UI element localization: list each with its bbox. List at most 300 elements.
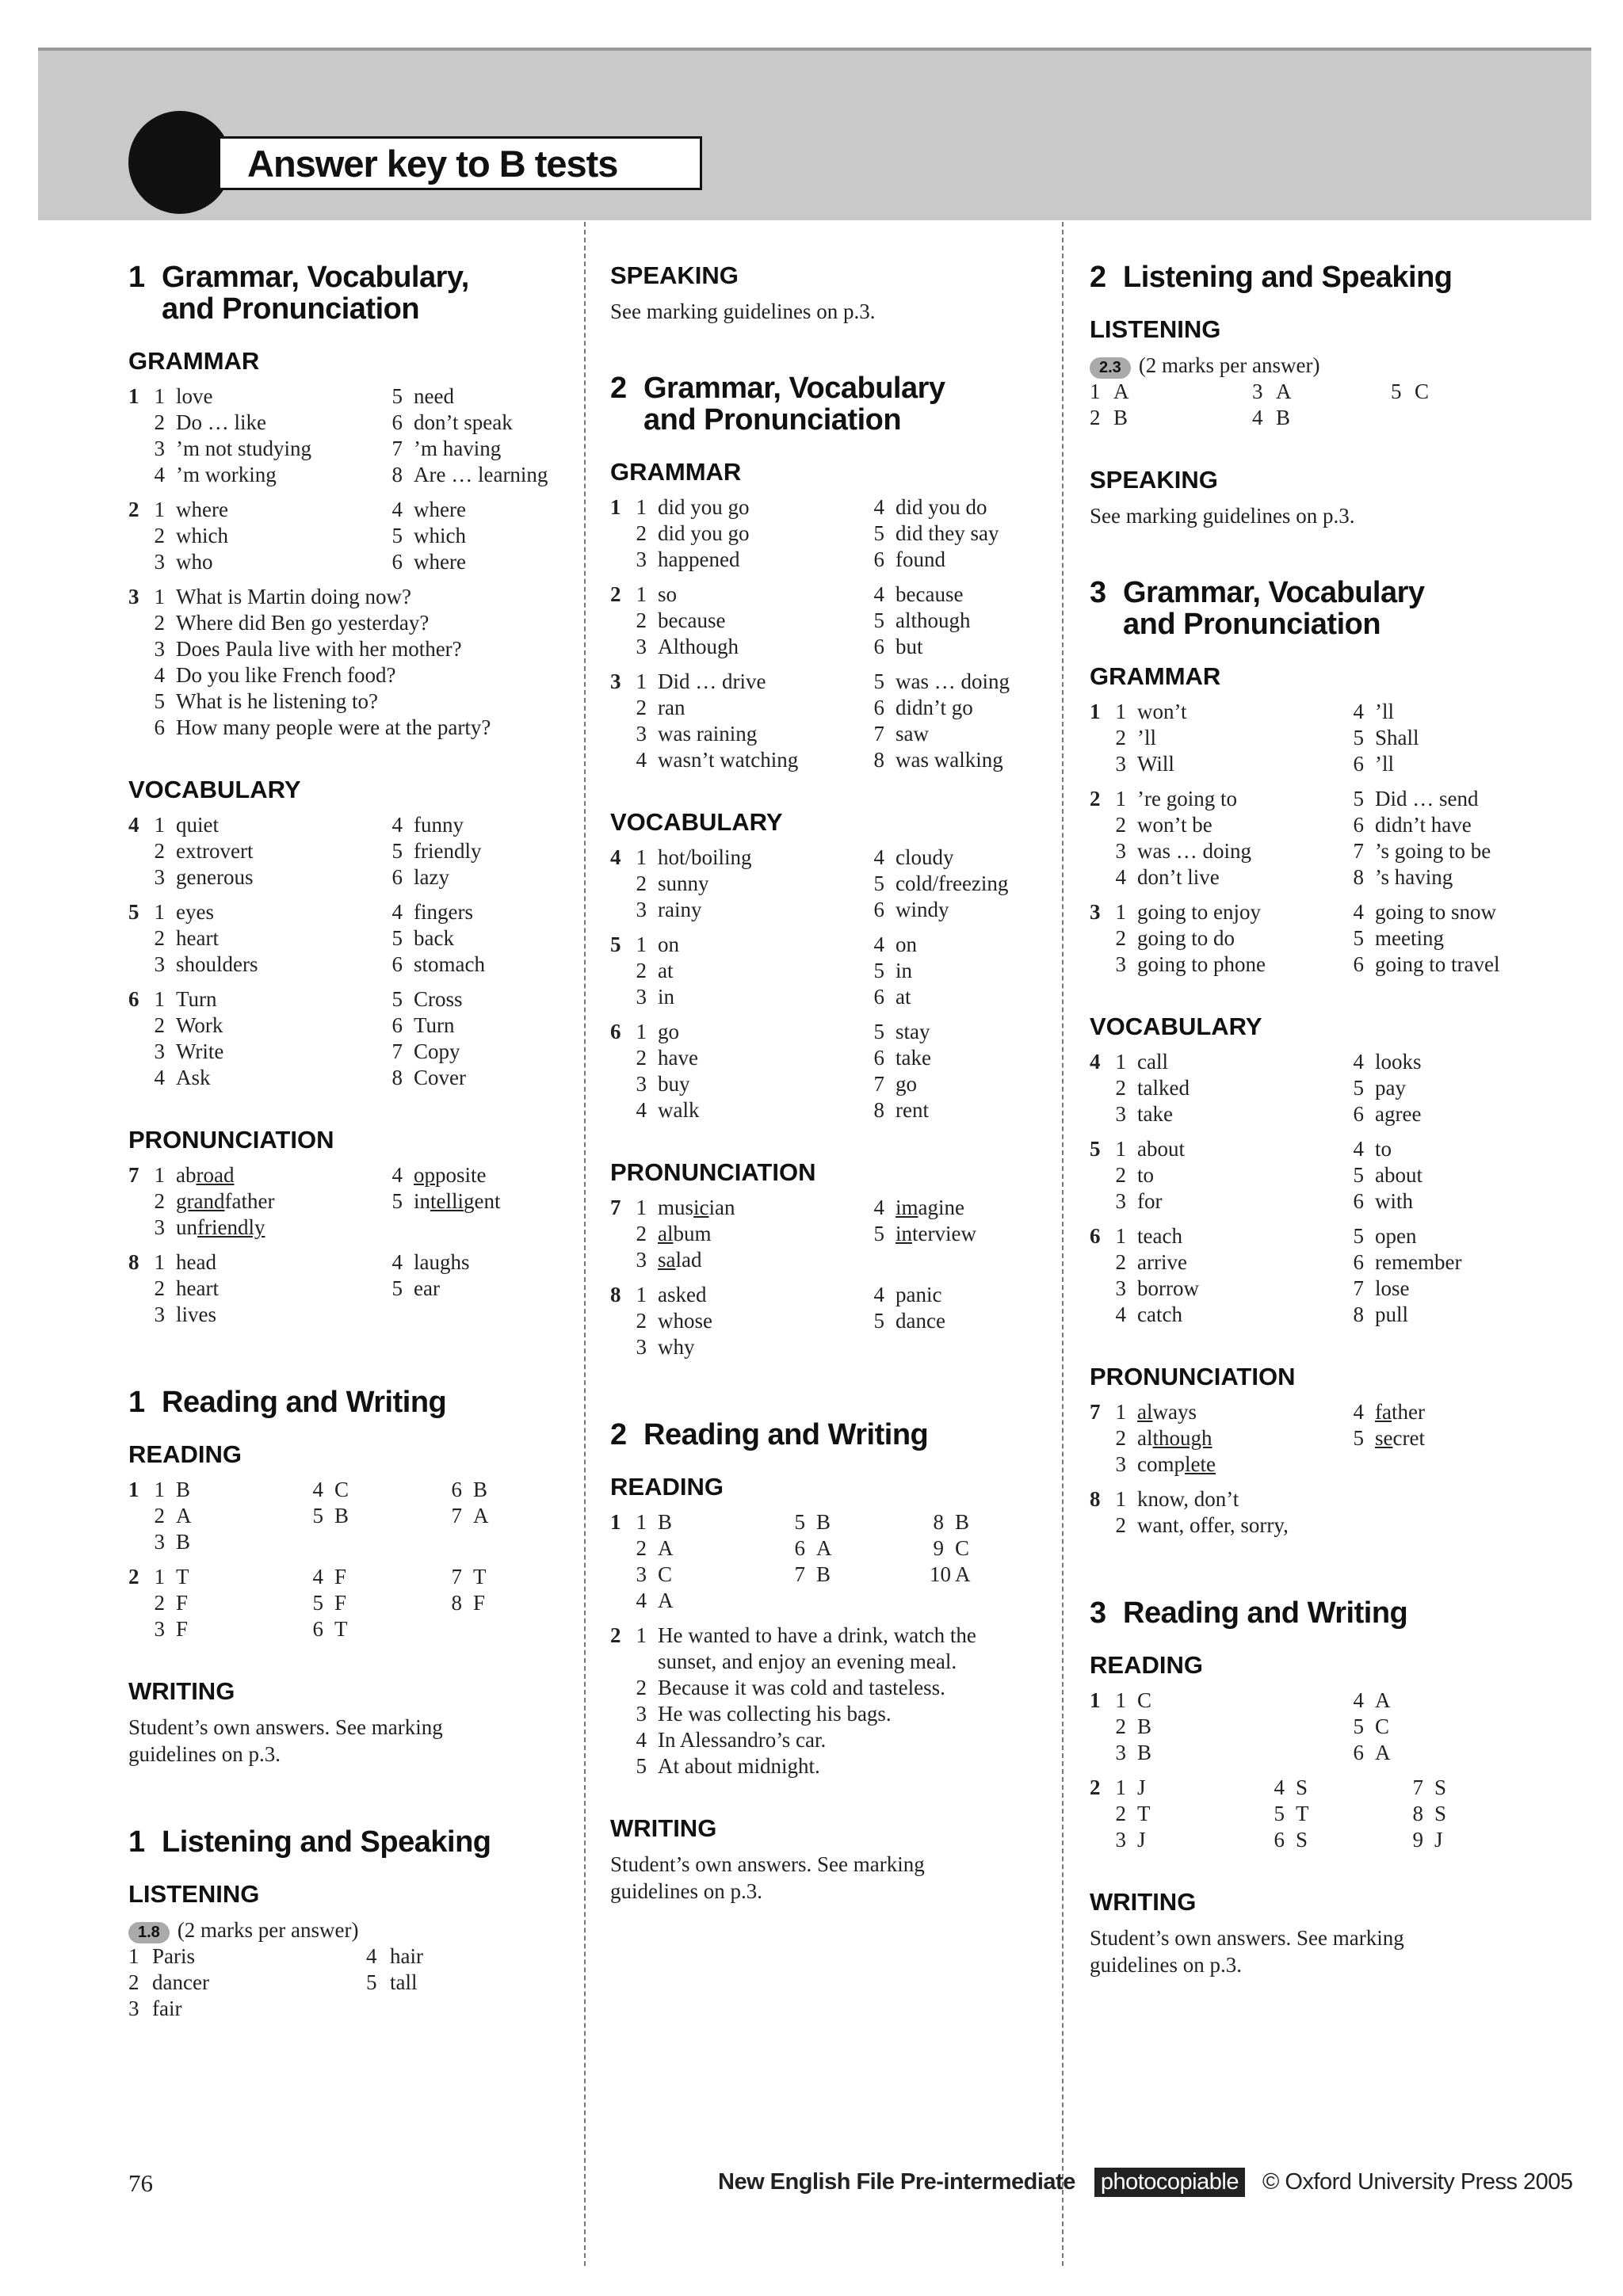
item-number: 3 (1115, 1102, 1126, 1126)
answer-item (388, 462, 563, 488)
answer-item (1350, 812, 1532, 838)
answer-item (388, 436, 563, 462)
answer-column (632, 932, 870, 1010)
answer-text: A (473, 1504, 489, 1527)
answer-group (610, 845, 1054, 923)
subheading-grammar: GRAMMAR (128, 347, 260, 375)
item-number: 1 (1115, 1224, 1126, 1248)
answer-text: shoulders (176, 952, 258, 976)
answer-text: B (816, 1562, 831, 1586)
item-number: 4 (312, 1478, 323, 1501)
answer-text: C (1137, 1688, 1152, 1712)
answer-item (1112, 1827, 1270, 1853)
answer-column (870, 845, 1052, 923)
item-number: 4 (636, 1728, 647, 1752)
item-number: 5 (312, 1591, 323, 1615)
answer-item (1350, 751, 1532, 777)
answer-item (151, 1188, 388, 1215)
answer-text: going to enjoy (1137, 900, 1261, 924)
answer-item (1350, 952, 1532, 978)
answer-column (1409, 1775, 1504, 1853)
item-number: 4 (391, 1163, 403, 1187)
answer-item (1112, 812, 1350, 838)
item-number: 2 (154, 926, 165, 950)
item-number: 6 (1353, 1102, 1364, 1126)
answer-text: agree (1375, 1102, 1422, 1126)
item-number: 2 (636, 521, 647, 545)
item-number: 3 (154, 437, 165, 460)
question-number: 6 (1090, 1224, 1101, 1248)
question-number: 1 (1090, 1688, 1101, 1712)
answer-column (1350, 1688, 1508, 1766)
subheading-vocabulary: VOCABULARY (128, 776, 301, 803)
answer-item (1112, 699, 1350, 725)
answer-column (632, 845, 870, 923)
item-number: 6 (873, 635, 884, 658)
column-3 (1090, 261, 1533, 2037)
answer-item (632, 582, 870, 608)
answer-text: to (1137, 1163, 1155, 1187)
item-number: 5 (873, 1309, 884, 1333)
item-number: 3 (1115, 1276, 1126, 1300)
answer-text: was … doing (896, 669, 1010, 693)
answer-item (632, 1195, 870, 1221)
answer-text: Do … like (176, 410, 266, 434)
item-number: 1 (1115, 1137, 1126, 1161)
item-number: 1 (1090, 379, 1101, 403)
answer-text: secret (1375, 1426, 1425, 1450)
answer-text: panic (896, 1283, 942, 1306)
item-number: 8 (873, 748, 884, 772)
item-number: 4 (1353, 1137, 1364, 1161)
answer-item (870, 1221, 1052, 1247)
item-number: 2 (1115, 726, 1126, 749)
item-number: 4 (1353, 1050, 1364, 1074)
answer-item (632, 1247, 870, 1273)
answer-text: have (658, 1046, 698, 1070)
answer-text: lose (1375, 1276, 1410, 1300)
item-number: 6 (794, 1536, 805, 1560)
answer-item (1112, 1512, 1508, 1539)
answer-item (930, 1509, 1025, 1535)
answer-item (128, 1996, 366, 2022)
page-title: Answer key to B tests (247, 143, 618, 185)
item-number: 1 (154, 1163, 165, 1187)
answer-item (791, 1509, 930, 1535)
answer-column (1350, 699, 1532, 777)
answer-item (151, 610, 563, 636)
item-number: 3 (154, 865, 165, 889)
item-number: 4 (391, 813, 403, 837)
answer-text: did you go (658, 495, 750, 519)
answer-column (151, 1162, 388, 1241)
answer-item (1350, 699, 1532, 725)
answer-text: call (1137, 1050, 1168, 1074)
answer-text: sunny (658, 871, 709, 895)
answer-item (1112, 899, 1350, 925)
item-number: 1 (636, 1020, 647, 1043)
question-number: 4 (128, 813, 139, 837)
answer-group (128, 1477, 572, 1555)
answer-text: hair (390, 1944, 423, 1968)
item-number: 2 (636, 696, 647, 719)
answer-item (151, 462, 388, 488)
item-number: 2 (1115, 926, 1126, 950)
answer-item (632, 608, 870, 634)
item-number: 7 (451, 1565, 462, 1589)
answer-item (632, 958, 870, 984)
item-number: 5 (1353, 926, 1364, 950)
item-number: 1 (1115, 700, 1126, 723)
answer-item (1112, 1302, 1350, 1328)
item-number: 1 (636, 669, 647, 693)
answer-group (128, 986, 572, 1091)
answer-item (632, 1623, 1029, 1675)
answer-column (1112, 1136, 1350, 1215)
item-number: 1 (1115, 1050, 1126, 1074)
answer-item (632, 1071, 870, 1097)
answer-text: F (176, 1591, 189, 1615)
answer-item (930, 1535, 1025, 1562)
answer-text: pull (1375, 1302, 1409, 1326)
answer-item (632, 845, 870, 871)
item-number: 2 (636, 1536, 647, 1560)
answer-text: Copy (414, 1039, 460, 1063)
item-number: 1 (154, 900, 165, 924)
answer-text: Did … drive (658, 669, 766, 693)
answer-item (388, 952, 563, 978)
item-number: 2 (1115, 813, 1126, 837)
answer-text: with (1375, 1189, 1414, 1213)
item-number: 7 (1353, 1276, 1364, 1300)
item-number: 2 (636, 871, 647, 895)
question-number: 7 (128, 1163, 139, 1187)
answer-group (1090, 1688, 1533, 1766)
item-number: 3 (1115, 952, 1126, 976)
answer-item (309, 1564, 448, 1590)
answer-column (151, 986, 388, 1091)
answer-column (870, 494, 1052, 573)
answer-item (151, 1039, 388, 1065)
answer-text: How many people were at the party? (176, 715, 491, 739)
answer-item (1350, 925, 1532, 952)
item-number: 4 (391, 900, 403, 924)
answer-text: although (896, 608, 971, 632)
answer-item (870, 608, 1052, 634)
answer-item (870, 582, 1052, 608)
answer-text: imagine (896, 1196, 964, 1219)
answer-item (632, 871, 870, 897)
answer-item (388, 1065, 563, 1091)
item-number: 3 (636, 722, 647, 746)
answer-column (1350, 1399, 1532, 1478)
item-number: 8 (933, 1510, 944, 1534)
answer-text: back (414, 926, 454, 950)
item-number: 5 (1274, 1802, 1285, 1825)
header-banner (38, 48, 1591, 220)
answer-text: generous (176, 865, 254, 889)
column-divider (584, 222, 586, 2266)
answer-text: Where did Ben go yesterday? (176, 611, 430, 635)
item-number: 6 (391, 865, 403, 889)
answer-column (1112, 1486, 1508, 1539)
item-number: 5 (1353, 1714, 1364, 1738)
answer-text: J (1137, 1828, 1146, 1852)
answer-text: head (176, 1250, 216, 1274)
answer-item (1350, 725, 1532, 751)
item-number: 4 (154, 1066, 165, 1089)
answer-text: which (176, 524, 228, 547)
answer-text: C (334, 1478, 349, 1501)
answer-text: F (334, 1591, 347, 1615)
answer-item (1112, 838, 1350, 864)
answer-text: don’t speak (414, 410, 513, 434)
answer-item (128, 1970, 366, 1996)
item-number: 1 (636, 582, 647, 606)
question-number: 2 (610, 1623, 621, 1647)
answer-item (1112, 1740, 1350, 1766)
item-number: 7 (873, 1072, 884, 1096)
answer-text: Write (176, 1039, 224, 1063)
item-number: 5 (366, 1970, 377, 1994)
item-number: 2 (154, 1013, 165, 1037)
item-number: 4 (154, 663, 165, 687)
answer-text: B (1113, 406, 1128, 429)
subheading-reading: READING (1090, 1651, 1203, 1679)
item-number: 4 (873, 845, 884, 869)
answer-text: Turn (176, 987, 217, 1011)
answer-text: ’s going to be (1375, 839, 1491, 863)
item-number: 2 (154, 410, 165, 434)
answer-column (151, 1564, 309, 1642)
item-number: 6 (873, 898, 884, 921)
answer-text: S (1296, 1828, 1308, 1852)
answer-item (632, 1535, 791, 1562)
item-number: 5 (391, 926, 403, 950)
answer-item (791, 1562, 930, 1588)
item-number: 7 (1353, 839, 1364, 863)
footer-credits (718, 2168, 1573, 2197)
answer-item (1112, 1775, 1270, 1801)
answer-text: He wanted to have a drink, watch the sunset, and enjoy an evening meal. (658, 1623, 976, 1673)
answer-column (151, 812, 388, 891)
question-number: 7 (1090, 1400, 1101, 1424)
answer-text: was raining (658, 722, 758, 746)
item-number: 3 (154, 1302, 165, 1326)
answer-text: tall (390, 1970, 418, 1994)
answer-item (1090, 379, 1252, 405)
answer-group (610, 582, 1054, 660)
answer-item (1112, 1276, 1350, 1302)
answer-item (388, 986, 563, 1013)
item-number: 6 (451, 1478, 462, 1501)
answer-item (1350, 1162, 1532, 1188)
answer-text: S (1434, 1802, 1447, 1825)
item-number: 7 (873, 722, 884, 746)
answer-item (1112, 751, 1350, 777)
answer-item (309, 1477, 448, 1503)
answer-item (309, 1503, 448, 1529)
item-number: 6 (1353, 1741, 1364, 1764)
item-number: 5 (873, 669, 884, 693)
item-number: 6 (1353, 813, 1364, 837)
answer-group (1090, 699, 1533, 777)
item-number: 3 (154, 1215, 165, 1239)
answer-item (448, 1564, 543, 1590)
answer-text: A (1375, 1688, 1391, 1712)
item-number: 2 (636, 1309, 647, 1333)
subheading-reading: READING (610, 1473, 724, 1501)
item-number: 3 (636, 1702, 647, 1726)
answer-item (151, 584, 563, 610)
answer-column (1112, 699, 1350, 777)
answer-item (366, 1970, 540, 1996)
audio-track-badge: 2.3 (1090, 357, 1131, 379)
item-number: 3 (1115, 1452, 1126, 1476)
answer-item (930, 1562, 1025, 1588)
answer-item (632, 1308, 870, 1334)
answer-item (632, 1221, 870, 1247)
answer-text: ear (414, 1276, 440, 1300)
answer-item (1350, 1399, 1532, 1425)
answer-text: for (1137, 1189, 1163, 1213)
answer-text: arrive (1137, 1250, 1187, 1274)
item-number: 4 (873, 495, 884, 519)
answer-item (151, 688, 563, 715)
answer-column (1350, 786, 1532, 891)
item-number: 5 (391, 384, 403, 408)
section-title: 1 Reading and Writing (128, 1386, 447, 1419)
answer-text: lives (176, 1302, 216, 1326)
item-number: 8 (451, 1591, 462, 1615)
answer-text: complete (1137, 1452, 1216, 1476)
item-number: 8 (1412, 1802, 1423, 1825)
item-number: 7 (391, 437, 403, 460)
item-number: 3 (154, 1617, 165, 1641)
answer-item (151, 497, 388, 523)
answer-text: B (176, 1530, 191, 1554)
answer-text: T (1137, 1802, 1151, 1825)
answer-text: was … doing (1137, 839, 1251, 863)
question-number: 4 (610, 845, 621, 869)
answer-item (632, 932, 870, 958)
answer-column (388, 383, 563, 488)
item-number: 1 (636, 1623, 647, 1647)
answer-item (632, 1727, 1029, 1753)
answer-text: friendly (414, 839, 482, 863)
answer-text: always (1137, 1400, 1197, 1424)
item-number: 2 (1115, 1250, 1126, 1274)
subheading-vocabulary: VOCABULARY (1090, 1013, 1262, 1040)
question-number: 4 (1090, 1050, 1101, 1074)
answer-group (610, 494, 1054, 573)
answer-group (610, 1195, 1054, 1273)
answer-item (791, 1535, 930, 1562)
answer-item (151, 812, 388, 838)
item-number: 2 (1115, 1076, 1126, 1100)
answer-column (388, 899, 563, 978)
subheading-grammar: GRAMMAR (610, 458, 742, 486)
answer-column (1112, 1688, 1350, 1766)
item-number: 4 (1252, 406, 1263, 429)
answer-text: ’m having (414, 437, 502, 460)
answer-item (151, 1503, 309, 1529)
writing-note: Student’s own answers. See marking guidelines on p.3. (610, 1852, 925, 1903)
item-number: 8 (873, 1098, 884, 1122)
answer-item (632, 747, 870, 773)
answer-text: laughs (414, 1250, 470, 1274)
answer-group (610, 669, 1054, 773)
item-number: 5 (873, 608, 884, 632)
answer-text: going to phone (1137, 952, 1266, 976)
answer-text: going to travel (1375, 952, 1500, 976)
answer-text: J (1434, 1828, 1443, 1852)
answer-column (632, 1019, 870, 1123)
answer-item (1112, 1425, 1350, 1451)
answer-group (1090, 1136, 1533, 1215)
answer-column (1090, 379, 1252, 431)
answer-text: happened (658, 547, 740, 571)
answer-item (1112, 1075, 1350, 1101)
answer-column (151, 497, 388, 575)
answer-item (388, 1188, 563, 1215)
answer-text: love (176, 384, 213, 408)
answer-item (1350, 899, 1532, 925)
answer-text: A (816, 1536, 832, 1560)
answer-item (1112, 952, 1350, 978)
answer-item (1350, 1425, 1532, 1451)
section-listening-speaking-1 (128, 1826, 572, 2022)
item-number: 4 (1115, 1302, 1126, 1326)
answer-text: walk (658, 1098, 700, 1122)
answer-text: windy (896, 898, 949, 921)
answer-text: meeting (1375, 926, 1444, 950)
answer-item (1112, 725, 1350, 751)
answer-column (1350, 1136, 1532, 1215)
answer-item (1112, 1188, 1350, 1215)
item-number: 4 (366, 1944, 377, 1968)
answer-text: Will (1137, 752, 1174, 776)
answer-text: J (1137, 1775, 1146, 1799)
answer-text: Cross (414, 987, 463, 1011)
answer-item (1350, 838, 1532, 864)
answer-group (128, 497, 572, 575)
answer-item (1112, 1801, 1270, 1827)
answer-item (448, 1477, 543, 1503)
answer-item (1350, 1101, 1532, 1127)
item-number: 2 (636, 959, 647, 982)
item-number: 5 (873, 1222, 884, 1245)
answer-item (1350, 1136, 1532, 1162)
question-number: 1 (610, 495, 621, 519)
item-number: 7 (451, 1504, 462, 1527)
item-number: 5 (391, 1276, 403, 1300)
item-number: 5 (154, 689, 165, 713)
answer-item (632, 634, 870, 660)
answer-item (151, 838, 388, 864)
item-number: 3 (1115, 1828, 1126, 1852)
question-number: 3 (610, 669, 621, 693)
section-reading-writing-3 (1090, 1597, 1533, 1978)
answer-column (632, 1509, 791, 1614)
item-number: 9 (933, 1536, 944, 1560)
item-number: 3 (154, 637, 165, 661)
answer-item (632, 1562, 791, 1588)
answer-item (366, 1943, 540, 1970)
item-number: 6 (312, 1617, 323, 1641)
answer-item (870, 984, 1052, 1010)
answer-group (128, 1162, 572, 1241)
